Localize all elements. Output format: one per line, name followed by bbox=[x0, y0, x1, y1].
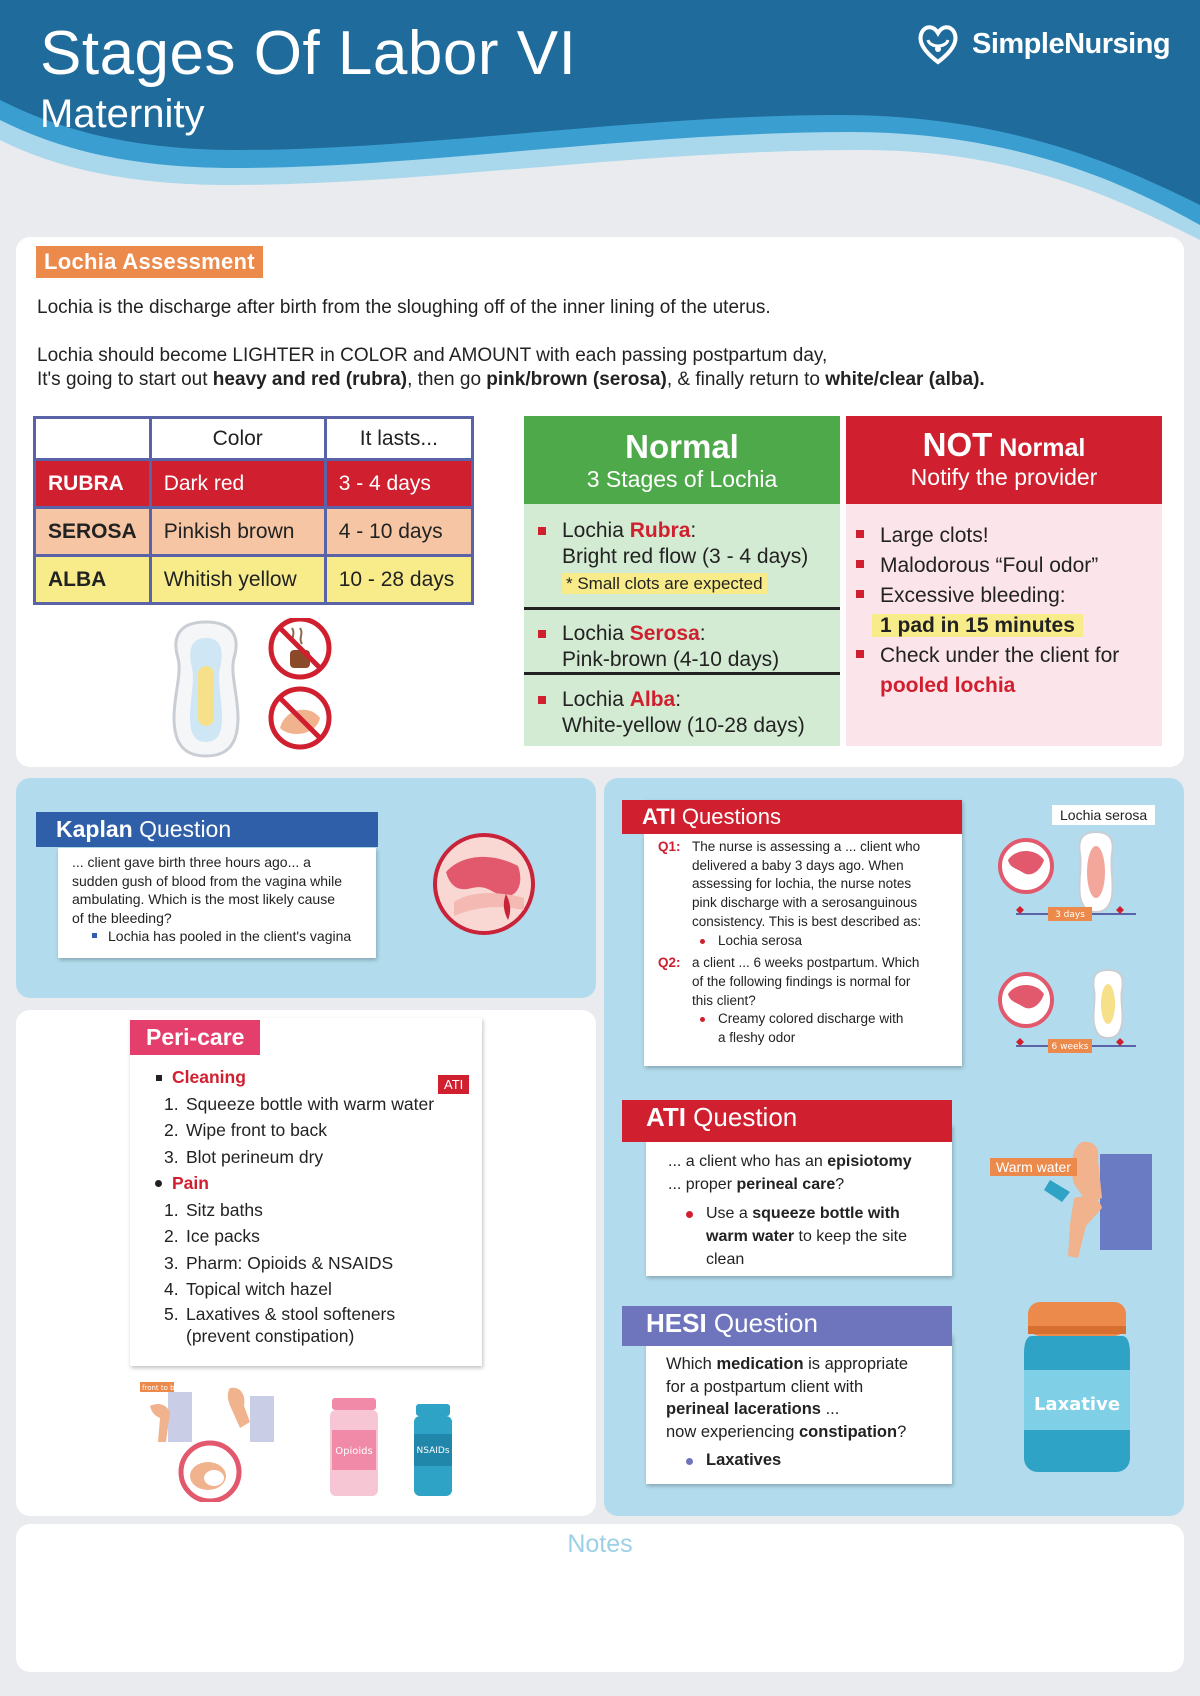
normal-stages-list bbox=[534, 518, 844, 739]
notes-title: Notes bbox=[567, 1530, 633, 1558]
list-item: Check under the client for pooled lochia bbox=[852, 641, 1162, 701]
brand-logo[interactable] bbox=[912, 18, 1170, 70]
list-item: Lochia Alba: White-yellow (10-28 days) bbox=[534, 687, 844, 739]
kaplan-question-box: ... client gave birth three hours ago... a sudden gush of blood from the vagina while ambulating. Which is the most likely cause of the bleeding? Lochia has pooled in the client's vagina bbox=[58, 848, 376, 958]
table-row bbox=[35, 556, 473, 604]
ati-questions-header: ATI Questions bbox=[622, 800, 962, 834]
hesi-answer: Laxatives bbox=[666, 1449, 952, 1472]
stage-color: Whitish yellow bbox=[150, 556, 325, 604]
ati-questions-content bbox=[658, 838, 958, 1048]
postpartum-6-weeks-illustration bbox=[996, 960, 1146, 1060]
list-item: Excessive bleeding: 1 pad in 15 minutes bbox=[852, 581, 1162, 641]
hesi-header: HESI Question bbox=[622, 1306, 952, 1346]
lochia-progression-text: It's going to start out heavy and red (rubra), then go pink/brown (serosa), & finally return to white/clear (alba). bbox=[37, 369, 985, 390]
not-normal-subtitle: Notify the provider bbox=[910, 464, 1098, 490]
table-row bbox=[35, 508, 473, 556]
question-2: Q2: a client ... 6 weeks postpartum. Which of the following findings is normal for this client? Creamy colored discharge with a fleshy odor bbox=[658, 954, 958, 1048]
normal-subtitle: 3 Stages of Lochia bbox=[586, 466, 778, 492]
warm-water-label: Warm water bbox=[990, 1158, 1077, 1176]
question-1: Q1: The nurse is assessing a ... client who delivered a baby 3 days ago. When assessing for lochia, the nurse notes pink discharge with a serosanguinous consistency. This is best described as: Lochia serosa bbox=[658, 838, 958, 950]
list-item: 3. Pharm: Opioids & NSAIDS bbox=[164, 1252, 394, 1273]
medication-bottles-illustration bbox=[326, 1396, 486, 1500]
stage-label: SEROSA bbox=[35, 508, 151, 556]
normal-header bbox=[524, 416, 840, 504]
list-item: Lochia Rubra: Bright red flow (3 - 4 days) * Small clots are expected bbox=[534, 518, 844, 597]
lochia-serosa-label: Lochia serosa bbox=[1052, 805, 1155, 825]
page-subtitle: Maternity bbox=[40, 92, 205, 136]
vaginal-bleeding-icon bbox=[432, 832, 536, 936]
answer-1: Lochia serosa bbox=[692, 932, 958, 951]
front-to-back-label: front to back bbox=[142, 1384, 187, 1392]
table-row bbox=[35, 460, 473, 508]
hesi-content: Which medication is appropriate for a postpartum client with perineal lacerations ... now experiencing constipation? Laxatives bbox=[666, 1353, 952, 1472]
laxative-label: Laxative bbox=[1033, 1394, 1121, 1415]
table-header-cell: It lasts... bbox=[325, 418, 472, 460]
table-header-row bbox=[35, 418, 473, 460]
answer-2: Creamy colored discharge with a fleshy odor bbox=[692, 1010, 958, 1047]
small-clots-note: * Small clots are expected bbox=[562, 573, 767, 594]
list-item: 1. Squeeze bottle with warm water bbox=[164, 1093, 435, 1114]
lochia-assessment-tag: Lochia Assessment bbox=[36, 246, 263, 278]
list-item: 5. Laxatives & stool softeners (prevent constipation) bbox=[164, 1303, 396, 1346]
stage-duration: 3 - 4 days bbox=[325, 460, 472, 508]
postpartum-3-days-illustration bbox=[996, 826, 1146, 926]
not-normal-title: NOT bbox=[922, 426, 993, 463]
page-title: Stages Of Labor VI bbox=[40, 19, 577, 88]
stage-color: Dark red bbox=[150, 460, 325, 508]
weeks-label: 6 weeks bbox=[1051, 1042, 1089, 1052]
header-banner bbox=[0, 0, 1200, 240]
warning-signs-list bbox=[852, 521, 1162, 701]
list-item: Malodorous “Foul odor” bbox=[852, 551, 1162, 581]
stethoscope-heart-icon bbox=[912, 18, 964, 70]
stage-duration: 4 - 10 days bbox=[325, 508, 472, 556]
list-item: Large clots! bbox=[852, 521, 1162, 551]
table-header-cell: Color bbox=[150, 418, 325, 460]
ati-badge: ATI bbox=[438, 1075, 469, 1094]
nsaids-label: NSAIDs bbox=[416, 1446, 450, 1456]
brand-name: SimpleNursing bbox=[972, 27, 1171, 60]
lochia-change-text: Lochia should become LIGHTER in COLOR and AMOUNT with each passing postpartum day, bbox=[37, 345, 828, 366]
list-item: 3. Blot perineum dry bbox=[164, 1146, 324, 1167]
stage-duration: 10 - 28 days bbox=[325, 556, 472, 604]
list-item: 1. Sitz baths bbox=[164, 1199, 263, 1220]
pad-per-15-minutes: 1 pad in 15 minutes bbox=[872, 614, 1083, 637]
not-normal-header: NOT Normal Notify the provider bbox=[846, 416, 1162, 504]
stage-label: RUBRA bbox=[35, 460, 151, 508]
list-item: 2. Wipe front to back bbox=[164, 1120, 328, 1140]
pericare-tag: Peri-care bbox=[130, 1020, 260, 1055]
kaplan-answer: Lochia has pooled in the client's vagina bbox=[72, 927, 362, 946]
perineal-care-illustration bbox=[140, 1382, 290, 1502]
cleaning-steps bbox=[150, 1091, 480, 1171]
pad-illustration bbox=[170, 618, 340, 758]
pericare-list bbox=[150, 1064, 480, 1347]
ati-question-content: ... a client who has an episiotomy ... proper perineal care? Use a squeeze bottle with warm water to keep the site clean bbox=[668, 1150, 954, 1271]
list-item: Lochia Serosa: Pink-brown (4-10 days) bbox=[534, 621, 844, 673]
cleaning-heading: Cleaning bbox=[150, 1064, 480, 1091]
stage-color: Pinkish brown bbox=[150, 508, 325, 556]
opioids-label: Opioids bbox=[335, 1446, 373, 1457]
stage-label: ALBA bbox=[35, 556, 151, 604]
pain-steps bbox=[150, 1197, 480, 1347]
list-item: 4. Topical witch hazel bbox=[164, 1279, 332, 1299]
lochia-stages-table bbox=[33, 416, 474, 605]
list-item: 2. Ice packs bbox=[164, 1226, 260, 1246]
laxative-bottle-illustration bbox=[1022, 1298, 1132, 1474]
ati-question-header: ATI Question bbox=[622, 1100, 952, 1142]
pain-heading: Pain bbox=[150, 1170, 480, 1197]
table-header-cell bbox=[35, 418, 151, 460]
kaplan-header: Kaplan Question bbox=[36, 812, 378, 847]
ati-question-answer: Use a squeeze bottle with warm water to keep the site clean bbox=[668, 1202, 954, 1271]
lochia-definition: Lochia is the discharge after birth from the sloughing off of the inner lining of the uterus. bbox=[37, 297, 771, 318]
normal-title: Normal bbox=[625, 428, 739, 465]
days-label: 3 days bbox=[1055, 910, 1085, 920]
